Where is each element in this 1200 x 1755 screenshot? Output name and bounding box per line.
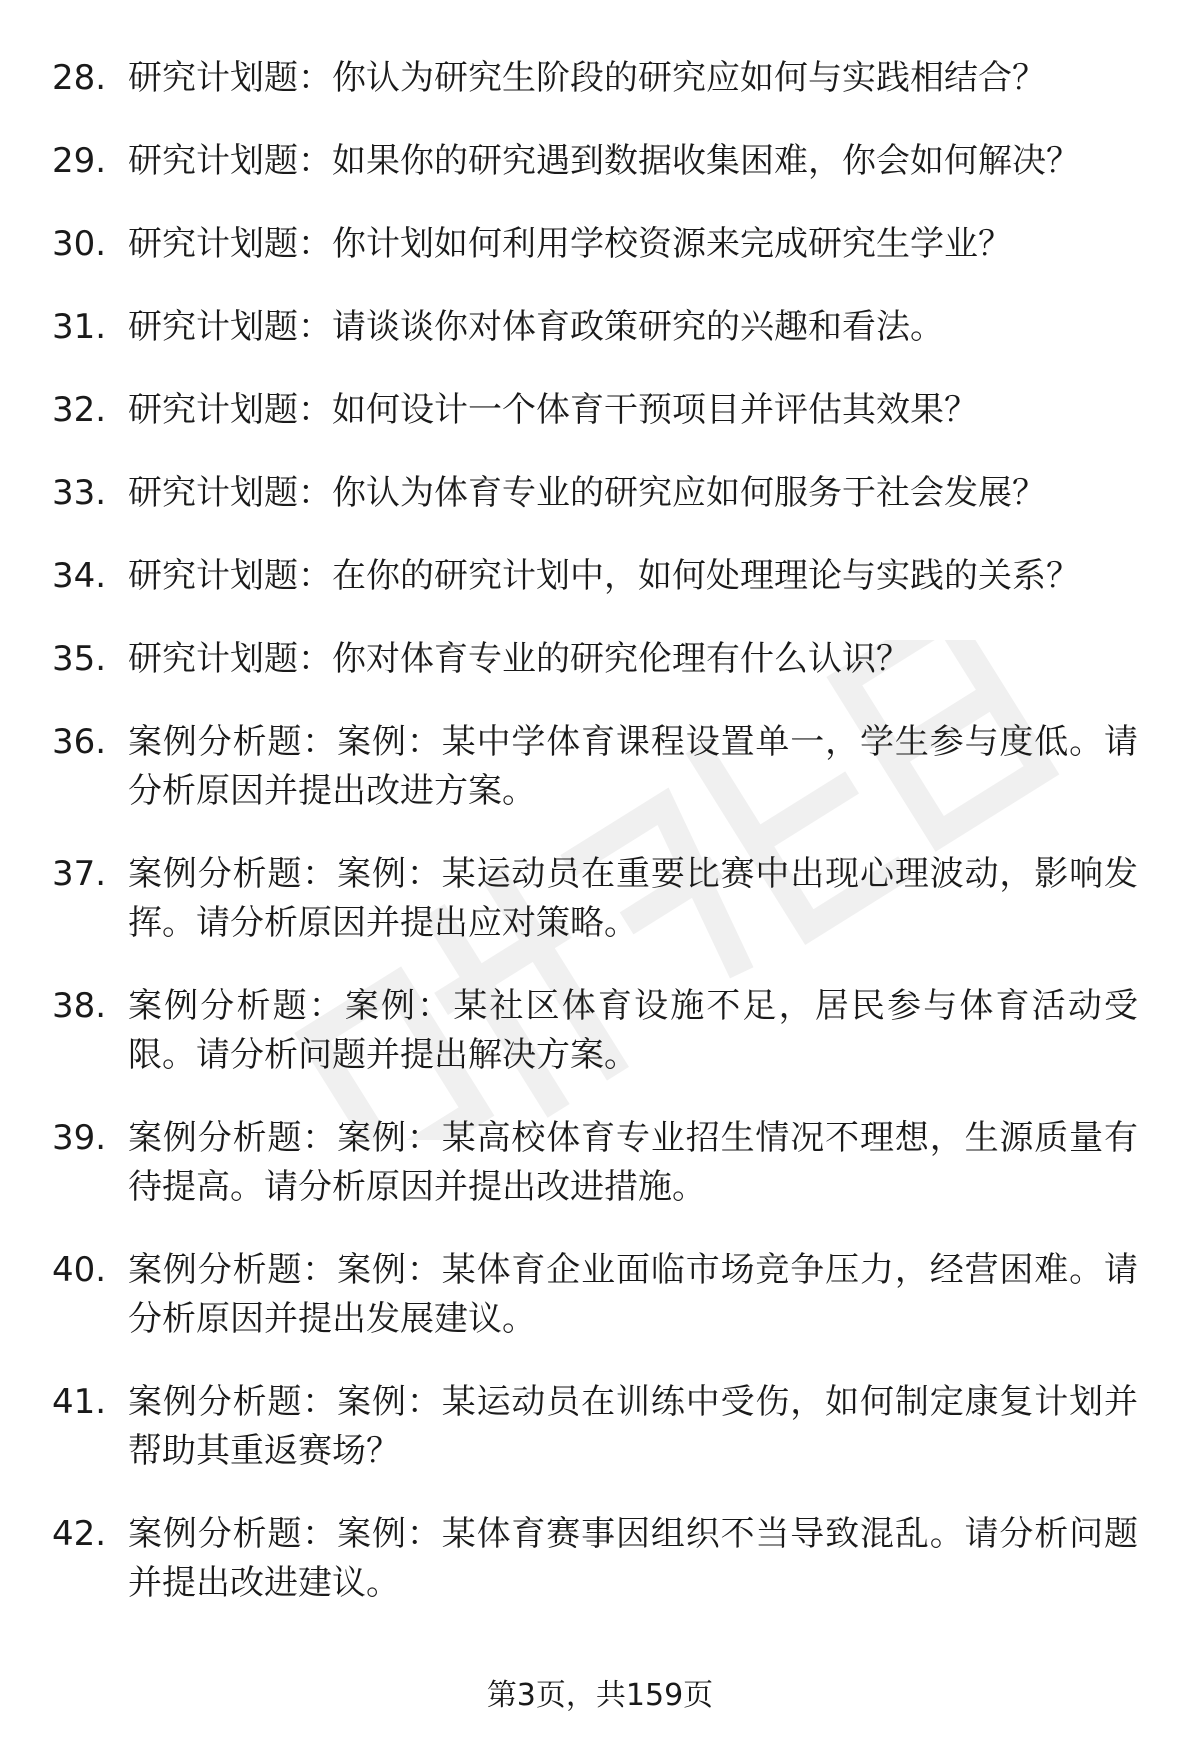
question-text: 研究计划题：如何设计一个体育干预项目并评估其效果？ bbox=[128, 390, 978, 430]
question-number: 42. bbox=[52, 1514, 107, 1554]
question-item-39 bbox=[0, 1114, 1200, 1212]
question-text: 研究计划题：你认为研究生阶段的研究应如何与实践相结合？ bbox=[128, 58, 1046, 98]
question-text: 案例分析题：案例：某高校体育专业招生情况不理想，生源质量有待提高。请分析原因并提出改进措施。 bbox=[128, 1118, 1138, 1207]
question-number: 36. bbox=[52, 722, 107, 762]
question-number: 39. bbox=[52, 1118, 107, 1158]
question-item-38 bbox=[0, 982, 1200, 1080]
question-number: 34. bbox=[52, 556, 107, 596]
question-item-41 bbox=[0, 1378, 1200, 1476]
question-item-37 bbox=[0, 850, 1200, 948]
question-text: 案例分析题：案例：某运动员在重要比赛中出现心理波动，影响发挥。请分析原因并提出应对策略。 bbox=[128, 854, 1138, 943]
question-number: 31. bbox=[52, 307, 107, 347]
page-footer: 第3页，共159页 bbox=[486, 1678, 714, 1713]
question-item-36 bbox=[0, 718, 1200, 816]
question-text: 案例分析题：案例：某社区体育设施不足，居民参与体育活动受限。请分析问题并提出解决方案。 bbox=[128, 986, 1138, 1075]
question-number: 37. bbox=[52, 854, 107, 894]
question-item-31 bbox=[0, 303, 1200, 352]
question-item-35 bbox=[0, 635, 1200, 684]
question-number: 40. bbox=[52, 1250, 107, 1290]
question-item-32 bbox=[0, 386, 1200, 435]
question-item-29 bbox=[0, 137, 1200, 186]
question-text: 案例分析题：案例：某体育企业面临市场竞争压力，经营困难。请分析原因并提出发展建议。 bbox=[128, 1250, 1138, 1339]
question-text: 研究计划题：你认为体育专业的研究应如何服务于社会发展？ bbox=[128, 473, 1046, 513]
question-text: 研究计划题：你对体育专业的研究伦理有什么认识？ bbox=[128, 639, 910, 679]
question-number: 30. bbox=[52, 224, 107, 264]
question-number: 35. bbox=[52, 639, 107, 679]
question-text: 研究计划题：如果你的研究遇到数据收集困难，你会如何解决？ bbox=[128, 141, 1080, 181]
question-item-34 bbox=[0, 552, 1200, 601]
question-number: 29. bbox=[52, 141, 107, 181]
question-list bbox=[0, 54, 1200, 1642]
question-text: 案例分析题：案例：某中学体育课程设置单一，学生参与度低。请分析原因并提出改进方案。 bbox=[128, 722, 1138, 811]
question-number: 32. bbox=[52, 390, 107, 430]
question-text: 研究计划题：你计划如何利用学校资源来完成研究生学业？ bbox=[128, 224, 1012, 264]
question-number: 33. bbox=[52, 473, 107, 513]
question-text: 案例分析题：案例：某体育赛事因组织不当导致混乱。请分析问题并提出改进建议。 bbox=[128, 1514, 1138, 1603]
question-number: 28. bbox=[52, 58, 107, 98]
question-number: 41. bbox=[52, 1382, 107, 1422]
question-item-30 bbox=[0, 220, 1200, 269]
question-text: 研究计划题：请谈谈你对体育政策研究的兴趣和看法。 bbox=[128, 307, 944, 347]
question-item-42 bbox=[0, 1510, 1200, 1608]
question-item-33 bbox=[0, 469, 1200, 518]
question-text: 案例分析题：案例：某运动员在训练中受伤，如何制定康复计划并帮助其重返赛场？ bbox=[128, 1382, 1138, 1471]
question-item-28 bbox=[0, 54, 1200, 103]
question-item-40 bbox=[0, 1246, 1200, 1344]
question-number: 38. bbox=[52, 986, 107, 1026]
question-text: 研究计划题：在你的研究计划中，如何处理理论与实践的关系？ bbox=[128, 556, 1080, 596]
